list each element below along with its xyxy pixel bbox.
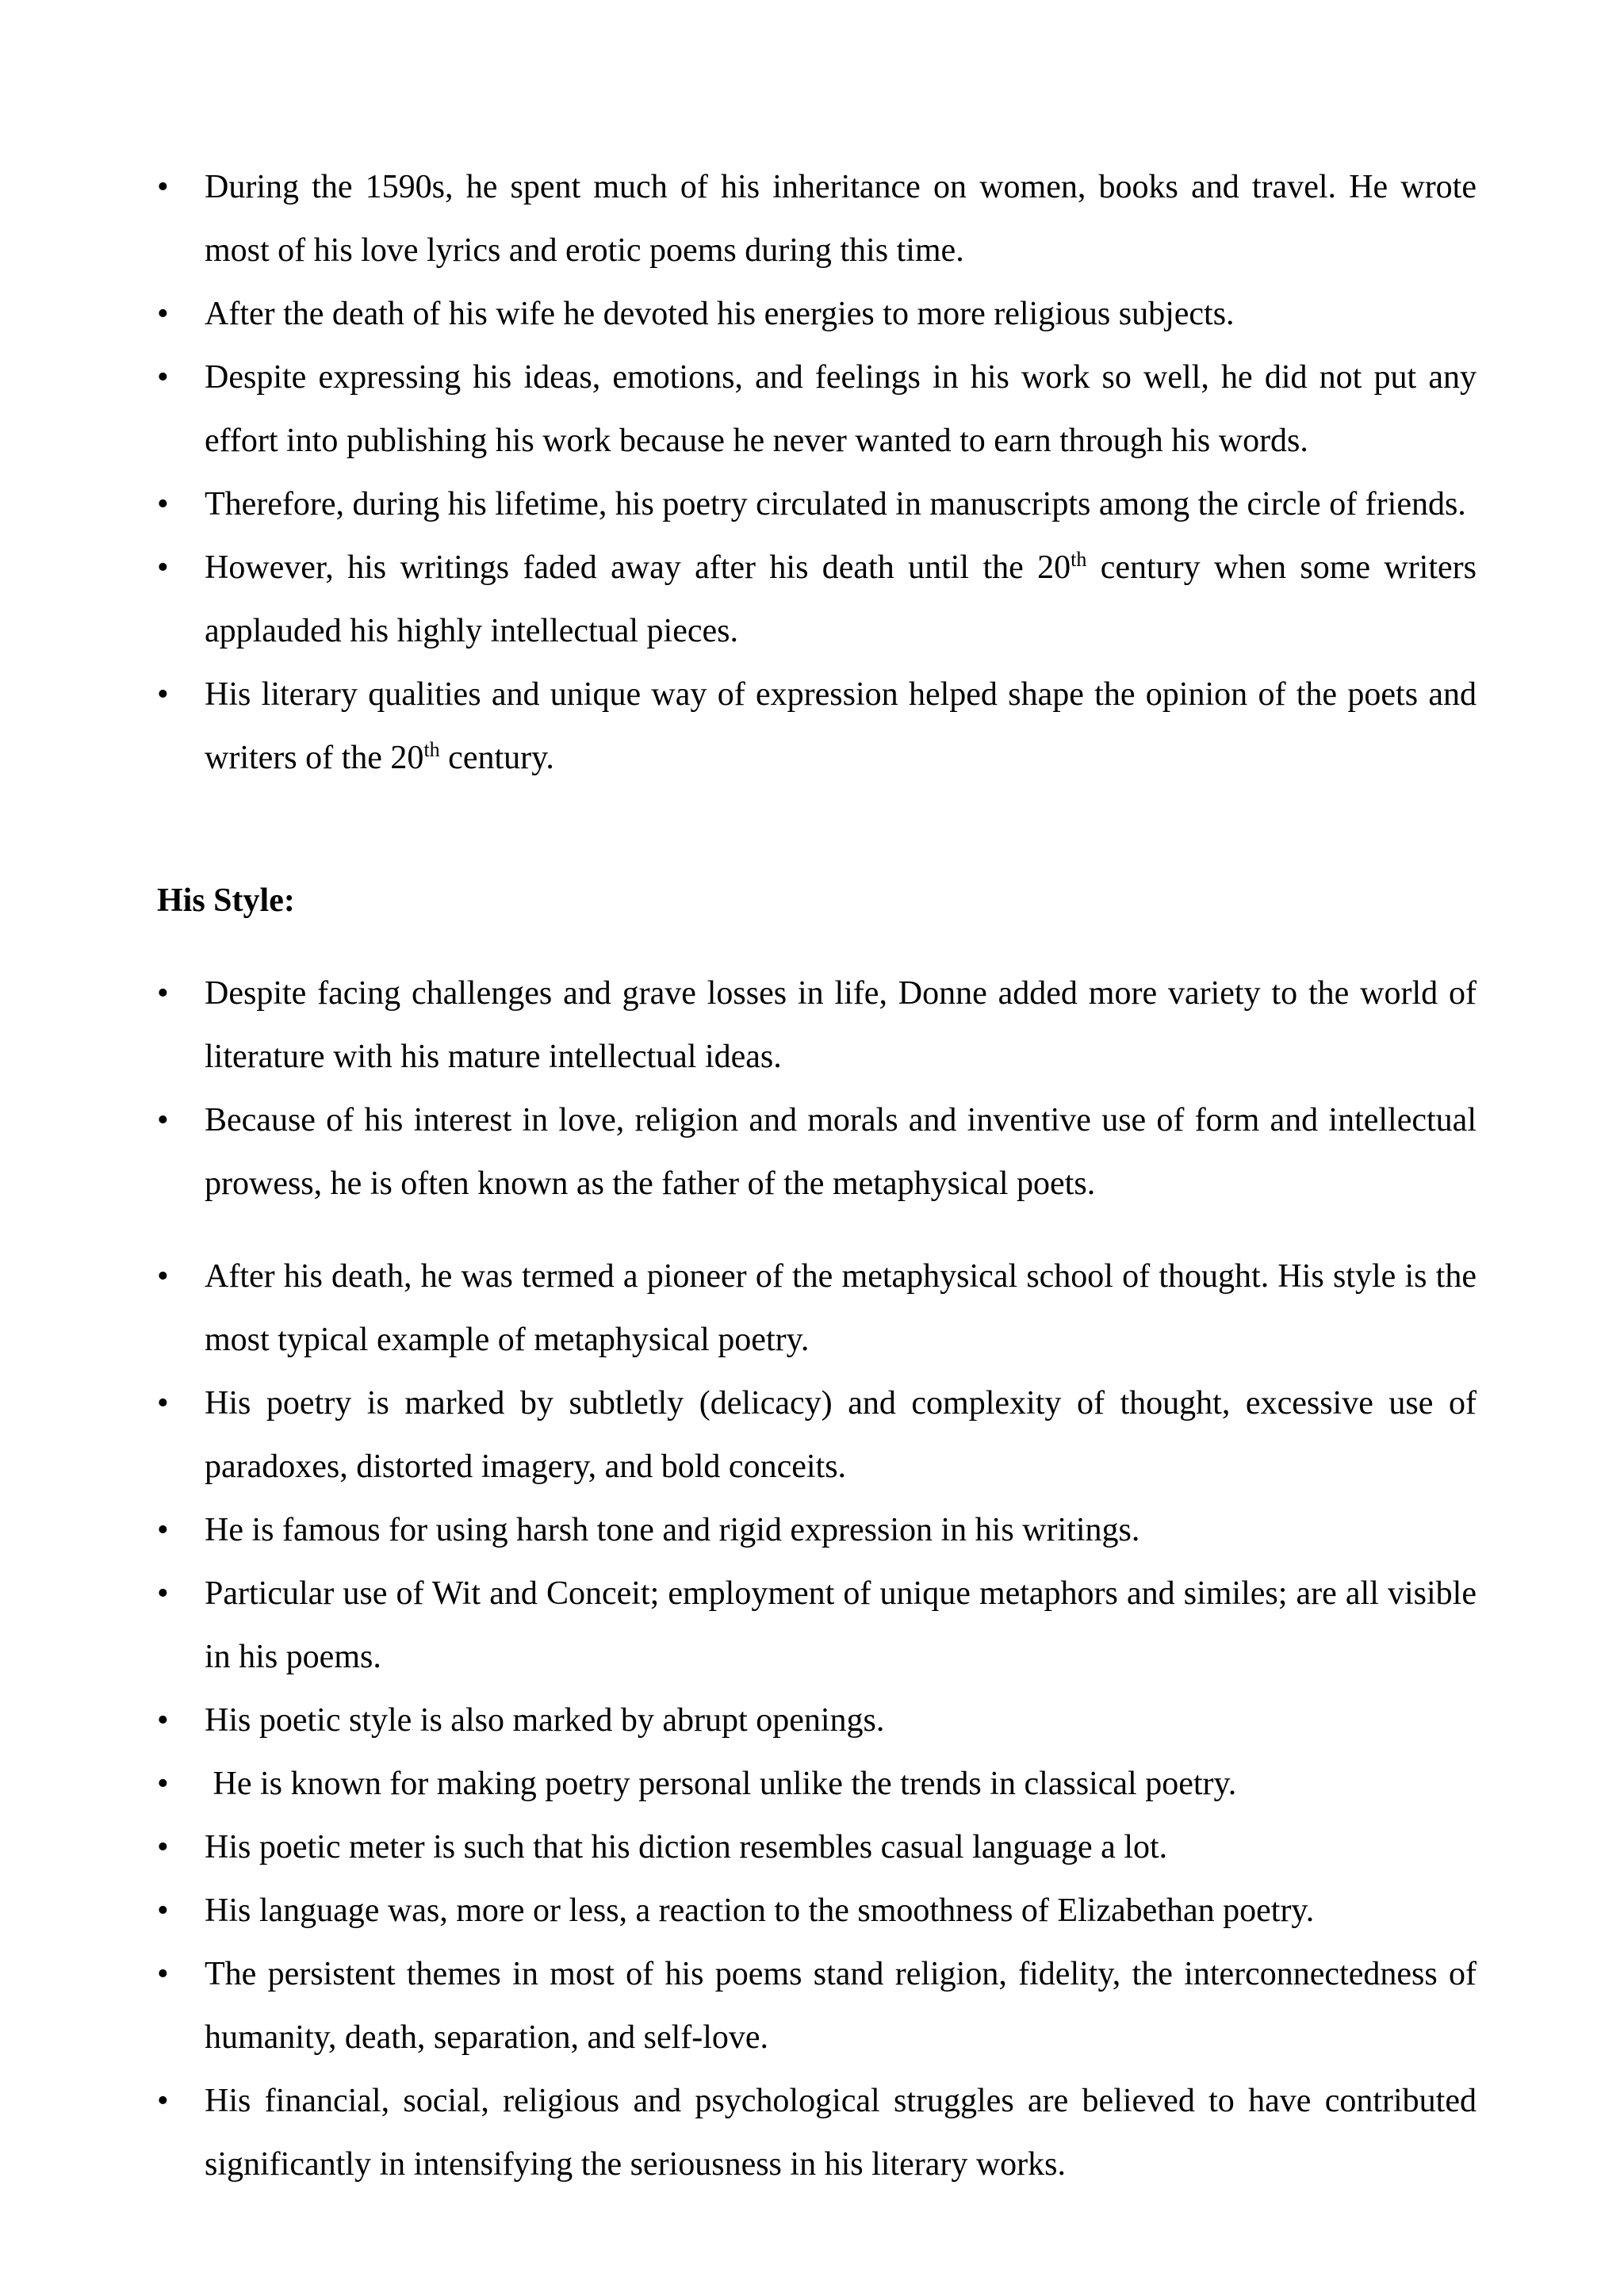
list-item-text: Despite expressing his ideas, emotions, and feelings in his work so well, he did not put any effort into publishing his work because he never wanted to earn through his words. [205, 359, 1477, 459]
bullet-icon: • [157, 296, 169, 332]
list-item-text: His poetry is marked by subtletly (delicacy) and complexity of thought, excessive use of paradoxes, distorted imagery, and bold conceits. [205, 1385, 1477, 1485]
list-item-text [205, 676, 1477, 776]
list-item-text: Therefore, during his lifetime, his poetry circulated in manuscripts among the circle of friends. [205, 486, 1466, 522]
list-item [157, 155, 1477, 282]
bullet-icon: • [157, 1956, 169, 1992]
bullet-icon: • [157, 1258, 169, 1295]
list-item-text [205, 549, 1477, 649]
bullet-icon: • [157, 486, 169, 522]
bullet-icon: • [157, 676, 169, 713]
bullet-icon: • [157, 1829, 169, 1866]
list-item-text: His language was, more or less, a reaction to the smoothness of Elizabethan poetry. [205, 1892, 1315, 1929]
list-item [157, 1498, 1477, 1562]
list-item-text: His financial, social, religious and psychological struggles are believed to have contributed significantly in intensifying the seriousness in his literary works. [205, 2083, 1477, 2183]
list-item [157, 663, 1477, 790]
bullet-icon: • [157, 549, 169, 586]
list-item-text: After the death of his wife he devoted his energies to more religious subjects. [205, 296, 1235, 332]
bullet-icon: • [157, 169, 169, 205]
bullet-icon: • [157, 359, 169, 396]
bullet-icon: • [157, 975, 169, 1012]
list-item [157, 346, 1477, 473]
list-item [157, 1562, 1477, 1689]
list-item [157, 1816, 1477, 1879]
list-item-text: His poetic style is also marked by abrupt openings. [205, 1702, 885, 1739]
list-item [157, 962, 1477, 1089]
list-item-text: Particular use of Wit and Conceit; employment of unique metaphors and similes; are all visible in his poems. [205, 1575, 1477, 1675]
text-after-sup: century when some writers applauded his highly intellectual pieces. [205, 549, 1477, 649]
bullet-icon: • [157, 1575, 169, 1612]
list-item [157, 1089, 1477, 1215]
bullet-list-style-intro [157, 962, 1477, 1215]
list-item [157, 1372, 1477, 1498]
bullet-icon: • [157, 1385, 169, 1422]
list-item [157, 473, 1477, 536]
list-item [157, 1942, 1477, 2069]
bullet-icon: • [157, 1766, 169, 1802]
bullet-icon: • [157, 1512, 169, 1548]
list-item [157, 1245, 1477, 1372]
superscript: th [423, 738, 440, 761]
text-before-sup: However, his writings faded away after his death until the 20 [205, 549, 1071, 586]
list-item [157, 536, 1477, 663]
section-heading-style: His Style: [157, 882, 295, 919]
list-item-text: The persistent themes in most of his poems stand religion, fidelity, the interconnectedness of humanity, death, separation, and self-love. [205, 1956, 1477, 2056]
list-item [157, 1689, 1477, 1752]
list-item-text: He is famous for using harsh tone and rigid expression in his writings. [205, 1512, 1140, 1548]
list-item-text: Despite facing challenges and grave losses in life, Donne added more variety to the world of literature with his mature intellectual ideas. [205, 975, 1477, 1075]
text-after-sup: century. [439, 740, 554, 776]
bullet-icon: • [157, 1102, 169, 1138]
list-item [157, 1752, 1477, 1816]
list-item-text: Because of his interest in love, religion and morals and inventive use of form and intellectual prowess, he is often known as the father of the metaphysical poets. [205, 1102, 1477, 1202]
list-item [157, 2069, 1477, 2196]
bullet-icon: • [157, 2083, 169, 2119]
list-item-text: He is known for making poetry personal unlike the trends in classical poetry. [205, 1766, 1237, 1802]
text-before-sup: His literary qualities and unique way of expression helped shape the opinion of the poets and writers of the 20 [205, 676, 1477, 776]
list-item-text: After his death, he was termed a pioneer of the metaphysical school of thought. His style is the most typical example of metaphysical poetry. [205, 1258, 1477, 1358]
list-item-text: His poetic meter is such that his diction resembles casual language a lot. [205, 1829, 1168, 1866]
list-item [157, 1879, 1477, 1942]
bullet-icon: • [157, 1702, 169, 1739]
list-item [157, 282, 1477, 346]
list-item-text: During the 1590s, he spent much of his inheritance on women, books and travel. He wrote most of his love lyrics and erotic poems during this time. [205, 169, 1477, 269]
superscript: th [1071, 548, 1087, 571]
bullet-icon: • [157, 1892, 169, 1929]
bullet-list-style-details [157, 1245, 1477, 2196]
bullet-list-biography [157, 155, 1477, 790]
